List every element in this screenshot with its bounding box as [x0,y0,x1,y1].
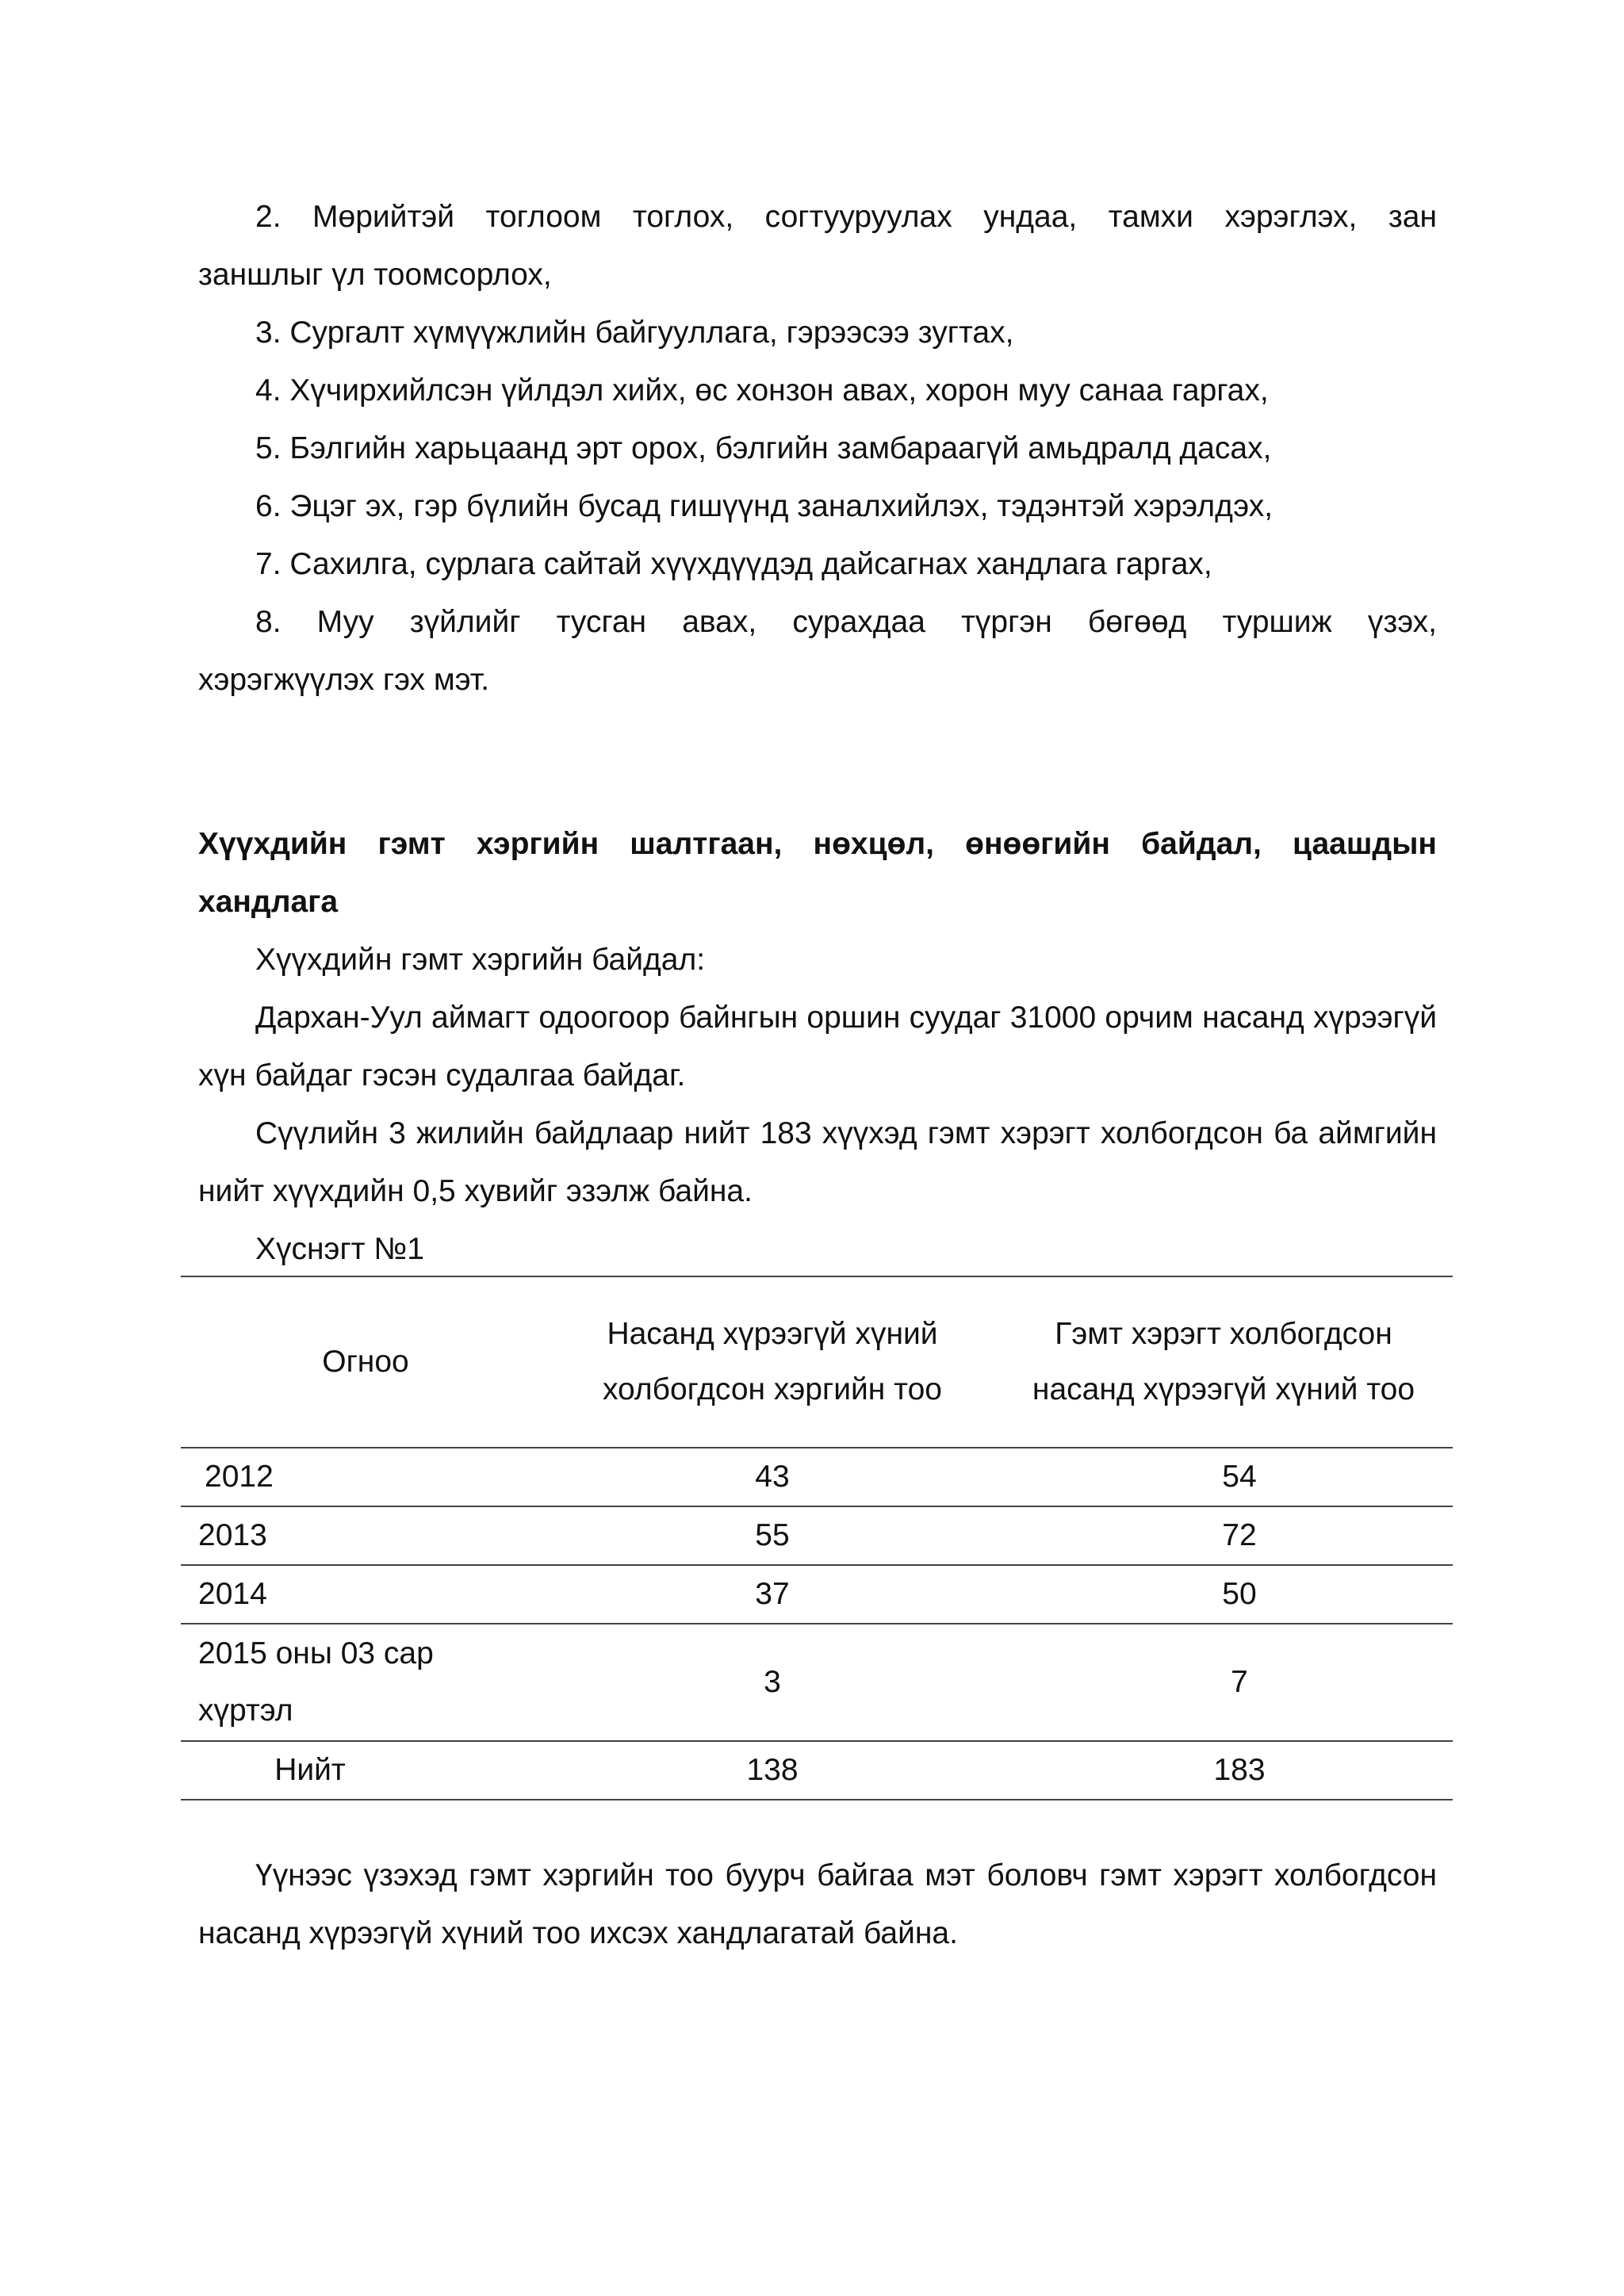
section-body [198,815,1437,1278]
section-heading-line1: Хүүхдийн гэмт хэргийн шалтгаан, нөхцөл, өнөөгийн байдал, цаашдын [198,827,1437,861]
cell-persons: 54 [1222,1460,1257,1494]
column-header-persons: Гэмт хэрэгт холбогдсон насанд хүрээгүй хүний тоо [1032,1317,1415,1406]
cell-date: 2015 оны 03 сар хүртэл [198,1636,434,1728]
column-header-cases: Насанд хүрээгүй хүний холбогдсон хэргийн тоо [603,1317,942,1406]
table-total-row [181,1741,1453,1800]
cell-date: 2014 [198,1577,267,1611]
section-heading-line2: хандлага [198,885,339,919]
cell-total-persons: 183 [1213,1753,1266,1787]
list-item-7: 7. Сахилга, сурлага сайтай хүүхдүүдэд дайсагнах хандлага гаргах, [255,547,1212,581]
table-row [181,1506,1453,1565]
cell-cases: 37 [755,1577,790,1611]
list-item-4: 4. Хүчирхийлсэн үйлдэл хийх, өс хонзон авах, хорон муу санаа гаргах, [255,373,1269,408]
cell-persons: 7 [1231,1665,1248,1699]
cell-cases: 55 [755,1518,790,1552]
list-item-8-line1: 8. Муу зүйлийг тусган авах, сурахдаа түргэн бөгөөд туршиж үзэх, [255,605,1437,639]
cell-persons: 50 [1222,1577,1257,1611]
conclusion-block [198,1846,1437,1962]
list-item-2-line2: заншлыг үл тоомсорлох, [198,258,552,292]
cell-total-cases: 138 [746,1753,799,1787]
conclusion-paragraph: Үүнээс үзэхэд гэмт хэргийн тоо буурч байгаа мэт боловч гэмт хэрэгт холбогдсон насанд хүрээгүй хүний тоо ихсэх хандлагатай байна. [198,1858,1437,1950]
cell-total-label: Нийт [274,1753,346,1787]
list-item-5: 5. Бэлгийн харьцаанд эрт орох, бэлгийн замбараагүй амьдралд дасах, [255,431,1272,465]
risk-behaviour-list [198,188,1437,709]
section-subheading: Хүүхдийн гэмт хэргийн байдал: [255,943,706,977]
list-item-2-line1: 2. Мөрийтэй тоглоом тоглох, согтууруулах ундаа, тамхи хэрэглэх, зан [255,200,1437,234]
list-item-6: 6. Эцэг эх, гэр бүлийн бусад гишүүнд заналхийлэх, тэдэнтэй хэрэлдэх, [255,489,1274,523]
table-row [181,1624,1453,1741]
juvenile-crime-table [181,1276,1453,1800]
list-item-3: 3. Сургалт хүмүүжлийн байгууллага, гэрээсээ зугтах, [255,316,1014,350]
column-header-date: Огноо [322,1345,409,1379]
cell-persons: 72 [1222,1518,1257,1552]
cell-cases: 3 [764,1665,781,1699]
cell-date: 2013 [198,1518,267,1552]
paragraph-statistics: Сүүлийн 3 жилийн байдлаар нийт 183 хүүхэд гэмт хэрэгт холбогдсон ба аймгийн нийт хүүхдийн 0,5 хувийг эзэлж байна. [198,1116,1437,1208]
cell-date: 2012 [205,1460,274,1494]
paragraph-population: Дархан-Уул аймагт одоогоор байнгын оршин суудаг 31000 орчим насанд хүрээгүй хүн байдаг гэсэн судалгаа байдаг. [198,1001,1437,1093]
table-header-row [181,1276,1453,1448]
list-item-8-line2: хэрэгжүүлэх гэх мэт. [198,663,490,697]
table-row [181,1565,1453,1624]
cell-cases: 43 [755,1460,790,1494]
table-row [181,1448,1453,1506]
table-caption: Хүснэгт №1 [255,1232,424,1266]
